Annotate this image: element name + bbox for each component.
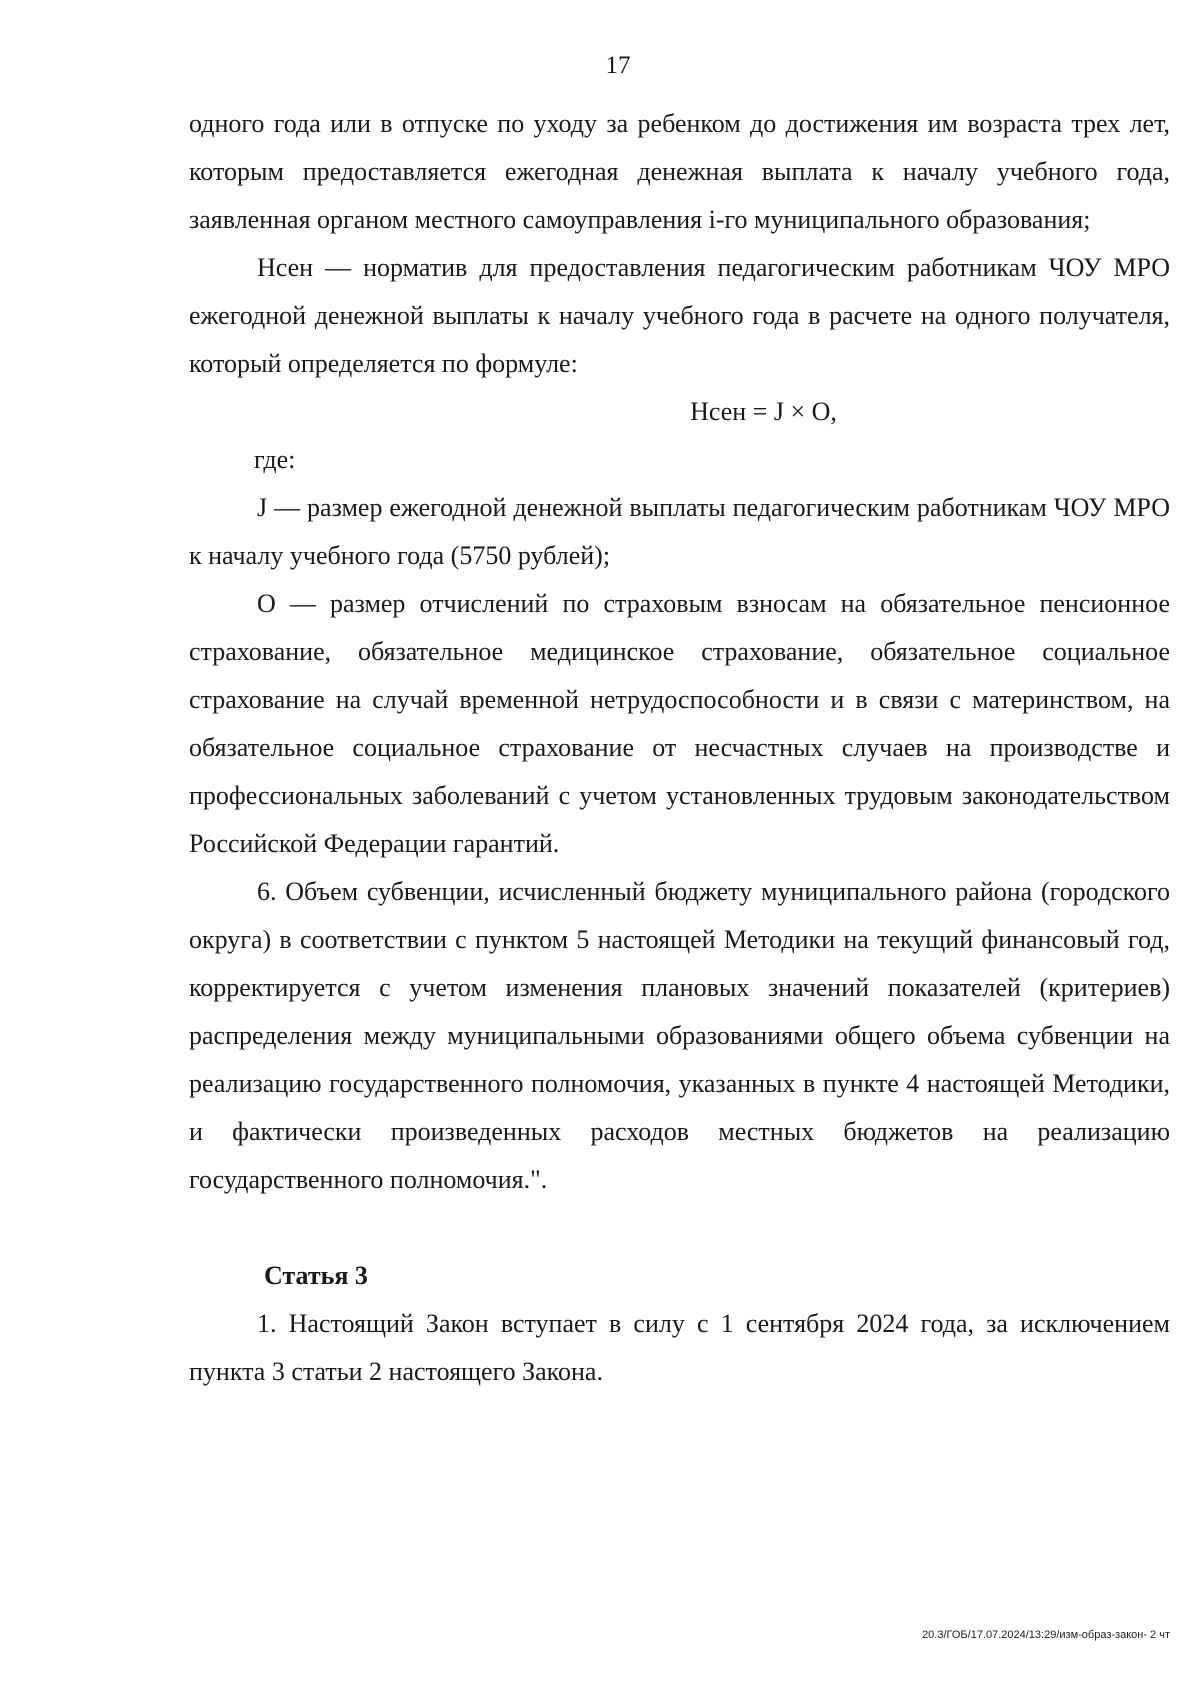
paragraph-where: где: <box>254 445 296 474</box>
article-heading: Статья 3 <box>264 1261 368 1290</box>
paragraph-j-definition: J — размер ежегодной денежной выплаты педагогическим работникам ЧОУ МРО к началу учебного года (5750 рублей); <box>189 493 1170 570</box>
formula: Нсен = J × О, <box>690 397 837 426</box>
paragraph-o-definition: О — размер отчислений по страховым взносам на обязательное пенсионное страхование, обязательное медицинское страхование, обязательное социальное страхование на случай временной нетрудоспособности и в связи с материнством, на обязательное социальное страхование от несчастных случаев на производстве и профессиональных заболеваний с учетом установленных трудовым законодательством Российской Федерации гарантий. <box>189 589 1170 858</box>
paragraph-item-6: 6. Объем субвенции, исчисленный бюджету муниципального района (городского округа) в соответствии с пунктом 5 настоящей Методики на текущий финансовый год, корректируется с учетом изменения плановых значений показателей (критериев) распределения между муниципальными образованиями общего объема субвенции на реализацию государственного полномочия, указанных в пункте 4 настоящей Методики, и фактически произведенных расходов местных бюджетов на реализацию государственного полномочия.". <box>189 877 1170 1194</box>
paragraph-nsen-definition: Нсен — норматив для предоставления педагогическим работникам ЧОУ МРО ежегодной денежной выплаты к началу учебного года в расчете на одного получателя, который определяется по формуле: <box>189 253 1170 378</box>
paragraph-continuation: одного года или в отпуске по уходу за ребенком до достижения им возраста трех лет, которым предоставляется ежегодная денежная выплата к началу учебного года, заявленная органом местного самоуправления i-го муниципального образования; <box>189 109 1170 234</box>
page-number: 17 <box>605 52 631 79</box>
paragraph-article-3-item-1: 1. Настоящий Закон вступает в силу с 1 сентября 2024 года, за исключением пункта 3 статьи 2 настоящего Закона. <box>189 1309 1170 1386</box>
document-body <box>189 100 1170 1396</box>
footer-stamp: 20.3/ГОБ/17.07.2024/13:29/изм-образ-закон- 2 чт <box>922 1629 1170 1641</box>
